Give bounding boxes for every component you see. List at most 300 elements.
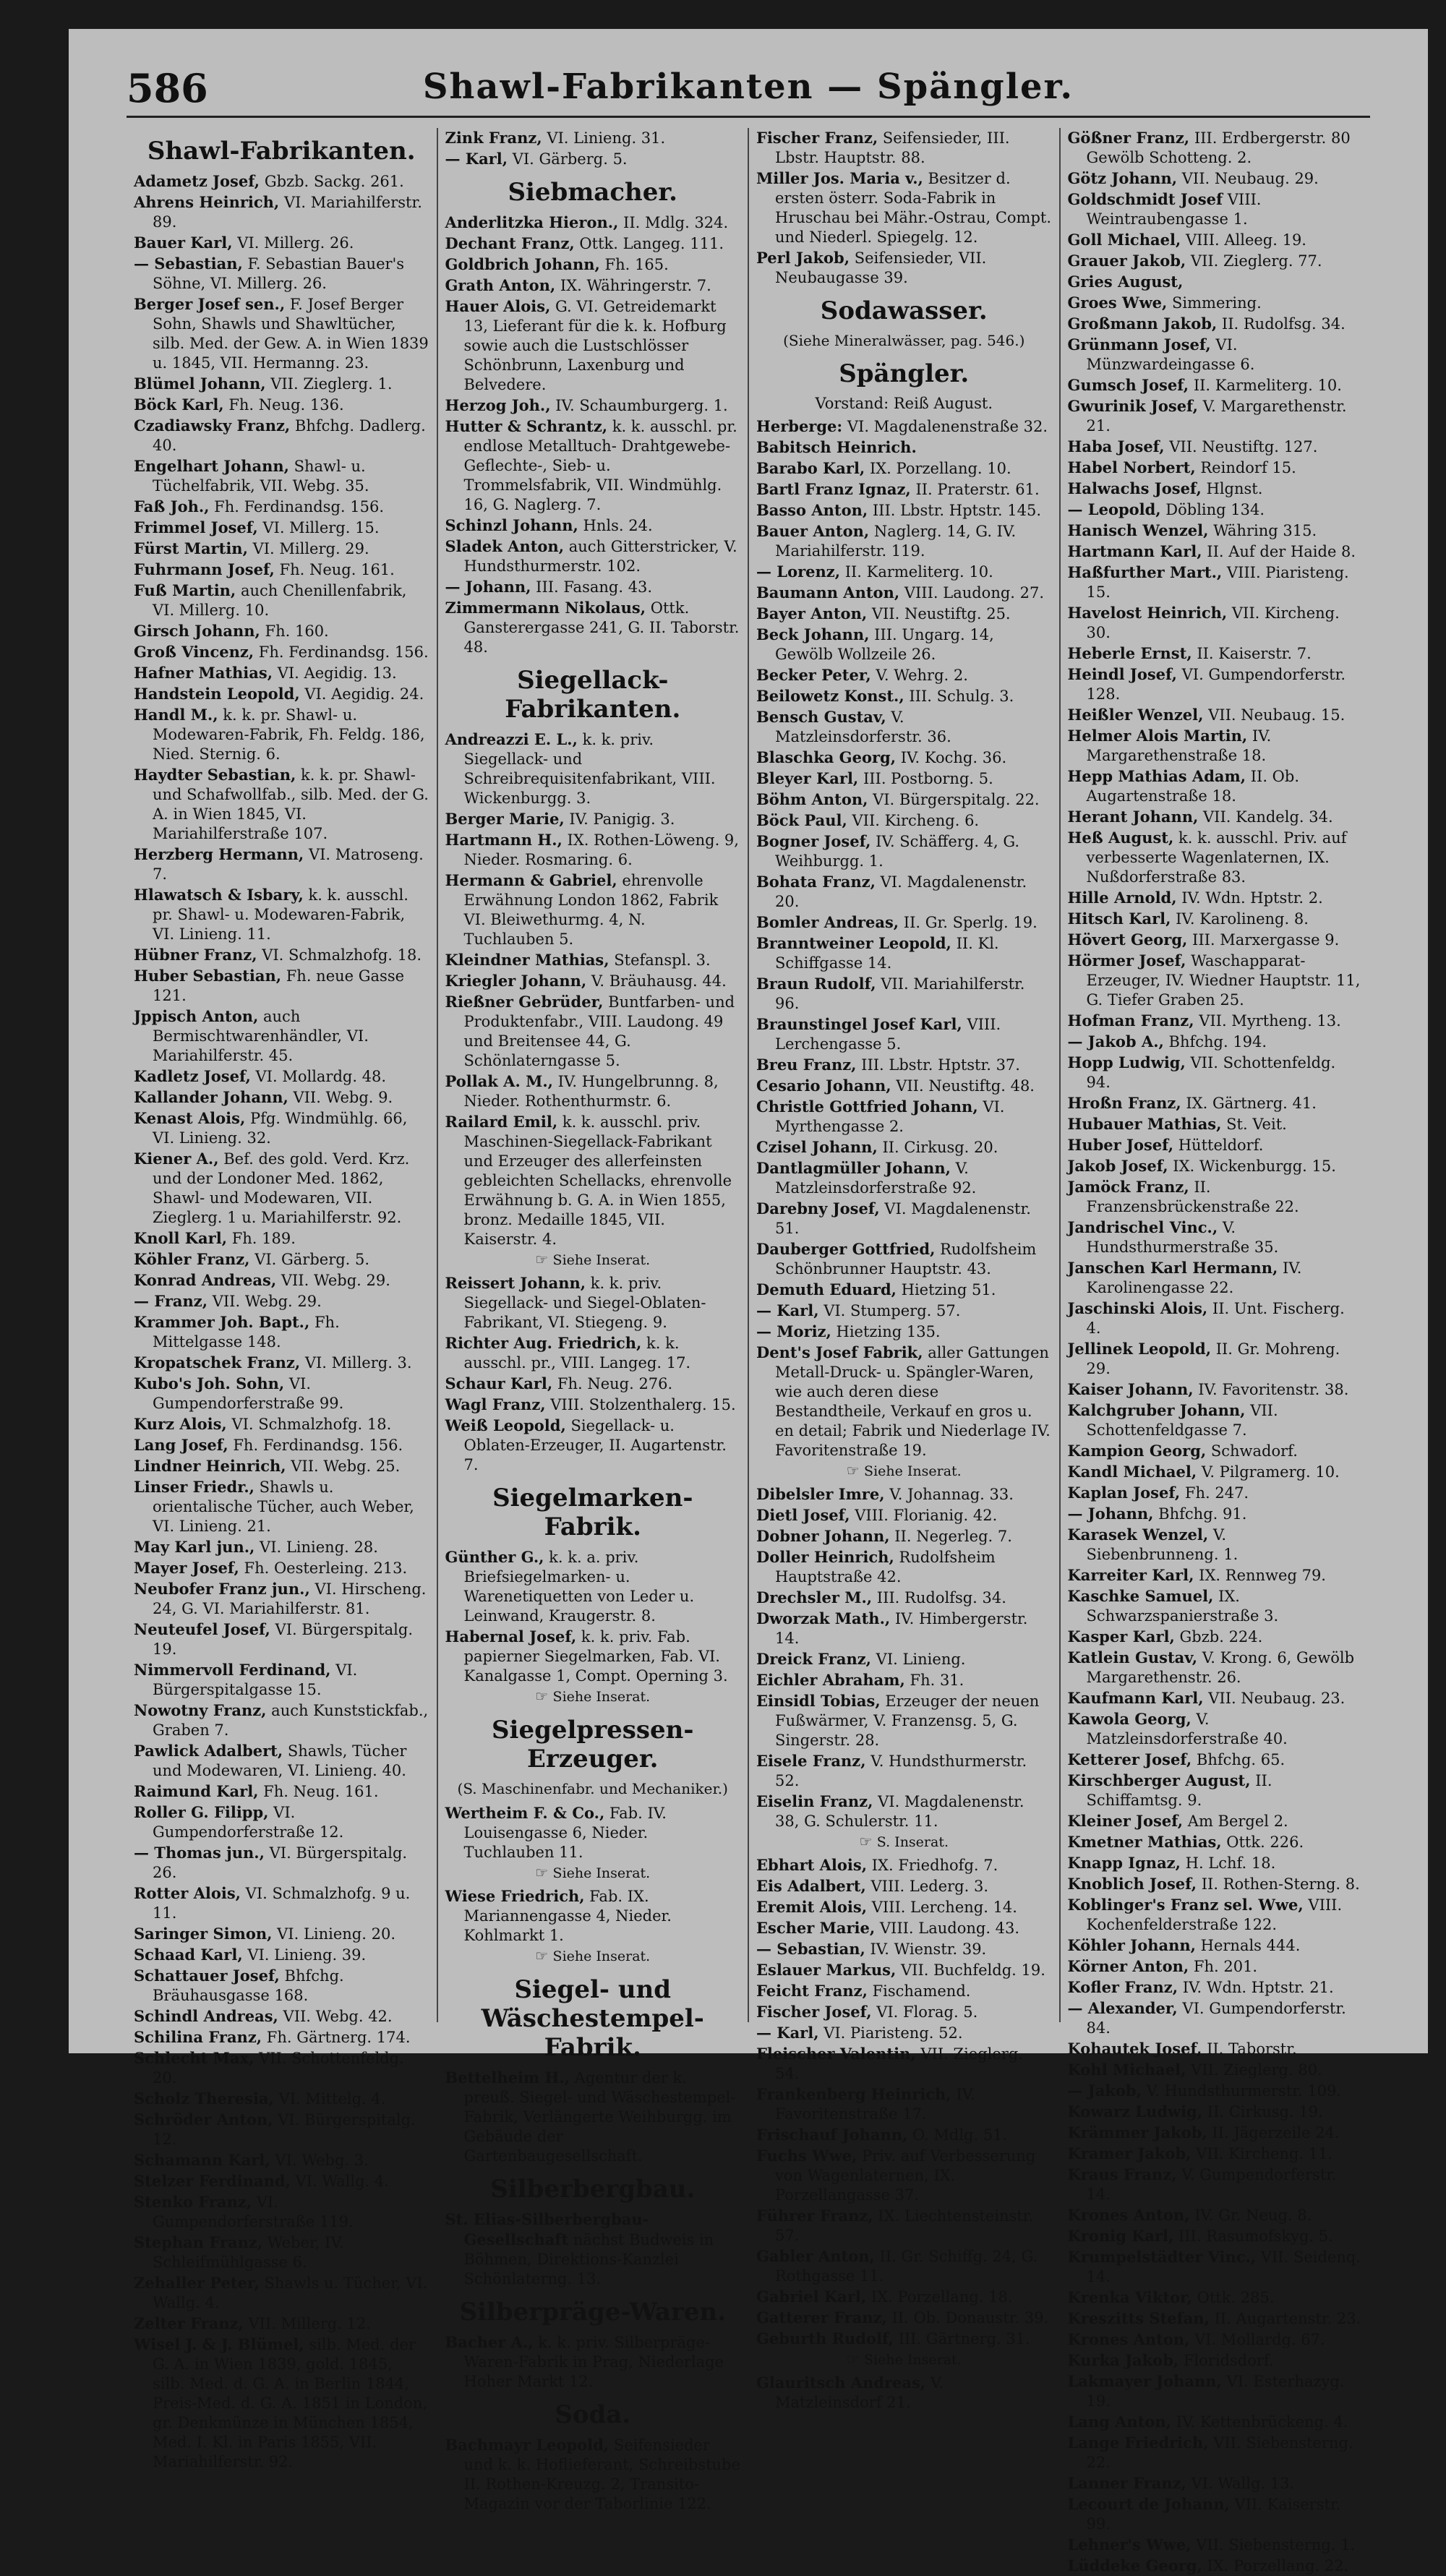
- entry-details: IV. Gr. Neug. 8.: [1194, 2207, 1312, 2224]
- entry-name: Kadletz Josef,: [134, 1067, 251, 1085]
- entry-name: Karasek Wenzel,: [1067, 1526, 1209, 1544]
- entry-details: III. Gärtnerg. 31.: [898, 2330, 1030, 2348]
- entry-details: IX. Gärtnerg. 41.: [1186, 1095, 1317, 1112]
- directory-entry: [1068, 1053, 1364, 1092]
- entry-details: Ottk. 285.: [1197, 2289, 1275, 2306]
- entry-name: Kowarz Ludwig,: [1067, 2102, 1203, 2121]
- entry-details: Hernals 444.: [1200, 1937, 1301, 1954]
- entry-name: Lakmayer Johann,: [1067, 2372, 1222, 2390]
- entry-details: Fh. Ferdinandsg. 156.: [233, 1437, 403, 1454]
- entry-details: II. Cirkusg. 19.: [1207, 2103, 1323, 2121]
- entry-details: II. Kaiserstr. 7.: [1197, 645, 1312, 662]
- entry-details: VII. Neubaug. 23.: [1208, 1690, 1346, 1707]
- entry-name: Schlecht Max,: [134, 2049, 254, 2067]
- entry-name: Krones Anton,: [1067, 2206, 1190, 2224]
- directory-entry: [1068, 951, 1364, 1010]
- section-title: Sodawasser.: [820, 296, 988, 325]
- entry-details: aller Gattungen Metall-Druck- u. Spängler-Waren, wie auch deren diese Bestandtheile, Verkauf en gros u. en detail; Fabrik und Niederlage IV. Favoritenstraße 19.: [775, 1344, 1051, 1459]
- directory-entry: [445, 213, 741, 233]
- entry-details: k. k. ausschl. Priv. auf verbesserte Wagenlaternen, IX. Nußdorferstraße 83.: [1086, 829, 1347, 886]
- directory-entry: [756, 1792, 1052, 1831]
- directory-entry: [756, 1855, 1052, 1875]
- entry-name: Scholz Theresia,: [134, 2089, 274, 2108]
- entry-name: Schattauer Josef,: [134, 1967, 280, 1985]
- directory-entry: [1068, 888, 1364, 908]
- entry-name: Kaplan Josef,: [1067, 1484, 1181, 1502]
- entry-details: III. Lbstr. Hptstr. 145.: [872, 502, 1042, 519]
- entry-name: Jppisch Anton,: [134, 1007, 259, 1025]
- directory-entry: [1068, 2350, 1364, 2371]
- entry-details: Fh. 189.: [231, 1230, 296, 1247]
- entry-name: — Sebastian,: [756, 1940, 865, 1958]
- entry-name: Gwurinik Josef,: [1067, 397, 1198, 415]
- pointing-hand-icon: ☞: [535, 1864, 553, 1881]
- directory-entry: [134, 1087, 429, 1108]
- entry-name: Kalchgruber Johann,: [1067, 1401, 1246, 1419]
- entry-name: Cesario Johann,: [756, 1077, 891, 1095]
- pointing-hand-icon: ☞: [535, 1251, 553, 1268]
- entry-details: II. Gr. Schiffg. 24, G. Rothgasse 11.: [775, 2248, 1038, 2285]
- entry-details: VII. Neustiftg. 127.: [1169, 438, 1318, 455]
- directory-entry: [756, 1097, 1052, 1137]
- entry-name: Sladek Anton,: [445, 537, 565, 555]
- entry-name: Kohl Michael,: [1067, 2061, 1186, 2079]
- entry-details: VI. Webg. 3.: [275, 2152, 369, 2169]
- directory-entry: [756, 1960, 1052, 1980]
- entry-details: Seifensieder, VII. Neubaugasse 39.: [775, 249, 987, 286]
- entry-name: Großmann Jakob,: [1067, 314, 1218, 333]
- entry-details: Buntfarben- und Produktenfabr., VIII. Laudong. 49 und Breitensee 44, G. Schönlaterngasse 5.: [463, 993, 735, 1069]
- entry-name: Geburth Rudolf,: [756, 2329, 894, 2348]
- entry-name: Hafner Mathias,: [134, 664, 273, 682]
- entry-details: Hietzing 51.: [901, 1281, 996, 1298]
- directory-entry: [756, 748, 1052, 768]
- entry-details: VII. Millerg. 12.: [248, 2315, 371, 2332]
- entry-details: Bhfchg. Dadlerg. 40.: [153, 417, 426, 454]
- section-title: Soda.: [555, 2400, 631, 2429]
- entry-details: Fh. Ferdinandsg. 156.: [214, 498, 384, 515]
- directory-entry: [756, 2373, 1052, 2413]
- directory-entry: [1068, 1956, 1364, 1977]
- entry-name: Czadiawsky Franz,: [134, 416, 291, 435]
- entry-name: Gabler Anton,: [756, 2247, 875, 2265]
- entry-name: Mayer Josef,: [134, 1559, 239, 1577]
- directory-entry: [1068, 189, 1364, 229]
- entry-name: Herberge:: [756, 417, 843, 435]
- entry-name: Wagl Franz,: [445, 1395, 546, 1413]
- directory-entry: [134, 2233, 429, 2272]
- directory-entry: [134, 663, 429, 683]
- directory-entry: [756, 769, 1052, 789]
- entry-name: Dietl Josef,: [756, 1506, 850, 1524]
- entry-name: Gries August,: [1067, 273, 1184, 291]
- directory-entry: [1068, 314, 1364, 334]
- entry-details: VIII. Lercheng. 14.: [871, 1899, 1017, 1916]
- directory-entry: [756, 1649, 1052, 1669]
- see-advert-text: Siehe Inserat.: [552, 1689, 651, 1705]
- directory-entry: [756, 2125, 1052, 2145]
- directory-entry: [756, 2146, 1052, 2205]
- entry-details: VI. Millerg. 3.: [304, 1354, 412, 1372]
- entry-details: IX. Währingerstr. 7.: [560, 277, 711, 294]
- directory-entry: [445, 149, 741, 169]
- entry-name: Lehner's Wwe,: [1067, 2536, 1192, 2554]
- entry-name: Götz Johann,: [1067, 169, 1178, 187]
- entry-name: Kraus Franz,: [1067, 2165, 1177, 2183]
- entry-details: V. Johannag. 33.: [889, 1486, 1014, 1503]
- directory-entry: [134, 560, 429, 580]
- directory-entry: [134, 1108, 429, 1148]
- entry-name: Kiener A.,: [134, 1150, 219, 1168]
- entry-name: Heißler Wenzel,: [1067, 706, 1204, 724]
- directory-entry: [1068, 1811, 1364, 1831]
- entry-details: II. Ob. Donaustr. 39.: [891, 2309, 1049, 2327]
- entry-name: Hörmer Josef,: [1067, 951, 1186, 970]
- entry-details: Gbzb. 224.: [1179, 1628, 1263, 1646]
- entry-details: k. k. ausschl. pr. endlose Metalltuch- Drahtgewebe-Geflechte-, Sieb- u. Trommelsfabrik, VII. Windmühlg. 16, G. Naglerg. 7.: [463, 418, 737, 513]
- entry-details: Ottk. Gansterergasse 241, G. II. Taborstr. 48.: [463, 599, 740, 656]
- entry-details: VI. Linieng. 31.: [547, 129, 666, 147]
- column-4: [1061, 128, 1371, 2575]
- entry-details: Fh. Mittelgasse 148.: [153, 1314, 340, 1351]
- directory-entry: [1068, 1177, 1364, 1217]
- entry-name: — Lorenz,: [756, 562, 841, 581]
- entry-details: III. Lbstr. Hptstr. 37.: [861, 1056, 1020, 1074]
- directory-entry: [756, 458, 1052, 479]
- directory-entry: [134, 1456, 429, 1476]
- directory-entry: [445, 1112, 741, 1249]
- directory-entry: [134, 374, 429, 394]
- entry-name: Beilowetz Konst.,: [756, 687, 904, 705]
- entry-name: Dantlagmüller Johann,: [756, 1159, 951, 1177]
- entry-name: Schröder Anton,: [134, 2110, 273, 2128]
- entry-details: Shawls u. Tücher, VI. Wallg. 4.: [153, 2275, 428, 2311]
- directory-entry: [134, 497, 429, 517]
- entry-details: VII. Schottenfeldgasse 7.: [1086, 1402, 1278, 1439]
- entry-name: St. Elias-Silberbergbau-Gesellschaft: [445, 2210, 649, 2248]
- entry-name: Zimmermann Nikolaus,: [445, 599, 646, 617]
- entry-details: VII. Neustiftg. 48.: [896, 1077, 1035, 1095]
- directory-entry: [1068, 1011, 1364, 1031]
- entry-name: Wertheim F. & Co.,: [445, 1804, 605, 1822]
- directory-entry: [445, 234, 741, 254]
- entry-details: II. Cirkusg. 20.: [882, 1139, 998, 1156]
- directory-entry: [756, 562, 1052, 582]
- entry-details: Bhfchg. 91.: [1158, 1505, 1247, 1523]
- directory-entry: [1068, 1400, 1364, 1440]
- entry-name: Kramer Jakob,: [1067, 2144, 1192, 2162]
- directory-entry: [1068, 1648, 1364, 1687]
- entry-details: k. k. priv. Fab. papierner Siegelmarken, Fab. VI. Kanalgasse 1, Compt. Operning 3.: [463, 1628, 728, 1685]
- directory-entry: [756, 604, 1052, 624]
- entry-name: Glauritsch Andreas,: [756, 2374, 926, 2392]
- directory-entry: [1068, 2102, 1364, 2122]
- entry-details: Besitzer d. ersten österr. Soda-Fabrik in Hruschau bei Mähr.-Ostrau, Compt. und Niederl. Spiegelg. 12.: [775, 170, 1052, 246]
- entry-name: Dreick Franz,: [756, 1650, 871, 1668]
- entry-name: Pollak A. M.,: [445, 1072, 553, 1090]
- directory-entry: [1068, 1874, 1364, 1894]
- entry-name: Basso Anton,: [756, 501, 868, 519]
- entry-name: Fuchs Wwe,: [756, 2147, 857, 2165]
- directory-entry: [756, 479, 1052, 500]
- entry-details: VI. Gumpendorferstr. 84.: [1086, 2000, 1346, 2037]
- entry-details: II. Rudolfsg. 34.: [1221, 315, 1346, 333]
- entry-name: Knoblich Josef,: [1067, 1875, 1197, 1893]
- entry-name: Andreazzi E. L.,: [445, 730, 578, 748]
- entry-name: Koblinger's Franz sel. Wwe,: [1067, 1896, 1304, 1914]
- entry-details: V. Siebenbrunneng. 1.: [1086, 1526, 1238, 1563]
- directory-entry: [1068, 1586, 1364, 1626]
- directory-entry: [756, 1280, 1052, 1300]
- directory-entry: [756, 933, 1052, 973]
- directory-entry: [1068, 1525, 1364, 1565]
- entry-details: II. Unt. Fischerg. 4.: [1086, 1300, 1345, 1337]
- entry-details: II. Gr. Mohreng. 29.: [1086, 1340, 1340, 1377]
- directory-entry: [1068, 230, 1364, 250]
- entry-name: Schaur Karl,: [445, 1374, 553, 1392]
- directory-entry: [134, 416, 429, 455]
- directory-entry: [445, 971, 741, 991]
- entry-details: VII. Myrtheng. 13.: [1199, 1012, 1341, 1030]
- entry-details: VI. Magdalenenstr. 51.: [775, 1200, 1031, 1237]
- directory-entry: [1068, 1771, 1364, 1810]
- entry-details: Fab. IX. Mariannengasse 4, Nieder. Kohlmarkt 1.: [463, 1888, 672, 1944]
- directory-entry: [445, 536, 741, 576]
- entry-details: V. Krong. 6, Gewölb Margarethenstr. 26.: [1086, 1649, 1355, 1686]
- entry-details: VII. Kandelg. 34.: [1203, 808, 1333, 826]
- directory-entry: [134, 1843, 429, 1883]
- entry-details: Gbzb. Sackg. 261.: [264, 173, 404, 190]
- entry-details: VIII. Florianig. 42.: [855, 1507, 998, 1524]
- directory-entry: [134, 1945, 429, 1965]
- entry-details: II. Ob. Augartenstraße 18.: [1086, 768, 1300, 805]
- directory-entry: [445, 1071, 741, 1111]
- directory-entry: [134, 2048, 429, 2088]
- entry-name: Lang Josef,: [134, 1436, 228, 1454]
- entry-details: Fh. Gärtnerg. 174.: [266, 2029, 411, 2046]
- entry-name: Berger Josef sen.,: [134, 295, 286, 313]
- entry-details: VI. Gärberg. 5.: [254, 1251, 370, 1268]
- entry-details: Fh. 247.: [1184, 1484, 1249, 1502]
- entry-details: VI. Aegidig. 13.: [277, 664, 397, 682]
- entry-name: Linser Friedr.,: [134, 1478, 254, 1496]
- section-title: Spängler.: [839, 359, 970, 388]
- see-advert-text: Siehe Inserat.: [552, 1252, 651, 1268]
- entry-details: Fischamend.: [872, 1982, 971, 2000]
- directory-entry: [1068, 1977, 1364, 1998]
- directory-entry: [756, 2206, 1052, 2246]
- directory-entry: [1068, 1258, 1364, 1298]
- entry-details: k. k. ausschl. priv. Maschinen-Siegellack-Fabrikant und Erzeuger des allerfeinsten gebleichten Schellacks, ehrenvolle Erwähnung b. G. A. in Wien 1855, bronz. Medaille 1845, VII. Kaiserstr. 4.: [463, 1113, 732, 1248]
- directory-entry: [756, 831, 1052, 871]
- entry-name: Bauer Anton,: [756, 522, 870, 540]
- entry-name: Böck Paul,: [756, 811, 847, 829]
- entry-name: Hitsch Karl,: [1067, 910, 1171, 928]
- directory-entry: [1068, 1135, 1364, 1155]
- entry-details: Währing 315.: [1213, 522, 1317, 539]
- directory-entry: [1068, 168, 1364, 189]
- directory-entry: [756, 2023, 1052, 2043]
- entry-details: VI. Stumperg. 57.: [823, 1302, 961, 1319]
- entry-details: II. Negerleg. 7.: [894, 1528, 1012, 1545]
- directory-entry: [134, 456, 429, 496]
- entry-details: III. Ungarg. 14, Gewölb Wollzeile 26.: [775, 626, 994, 663]
- entry-name: Nimmervoll Ferdinand,: [134, 1661, 331, 1679]
- entry-details: auch Kunststickfab., Graben 7.: [153, 1702, 429, 1739]
- entry-details: IV. Favoritenstr. 38.: [1198, 1381, 1349, 1398]
- entry-details: IV. Karolineng. 8.: [1176, 910, 1309, 928]
- entry-name: Schinzl Johann,: [445, 516, 578, 534]
- directory-entry: [134, 1374, 429, 1413]
- entry-details: IX. Rothen-Löweng. 9, Nieder. Rosmaring. 6.: [463, 831, 739, 868]
- directory-entry: [1068, 1093, 1364, 1113]
- entry-details: VIII. Alleeg. 19.: [1185, 231, 1306, 249]
- directory-entry: [1068, 2165, 1364, 2204]
- entry-name: Gumsch Josef,: [1067, 376, 1189, 394]
- directory-entry: [1068, 500, 1364, 520]
- entry-details: Siegellack- u. Oblaten-Erzeuger, II. Augartenstr. 7.: [463, 1417, 727, 1473]
- directory-entry: [134, 642, 429, 662]
- entry-name: Raimund Karl,: [134, 1782, 259, 1800]
- directory-entry: [756, 1691, 1052, 1750]
- entry-name: May Karl jun.,: [134, 1538, 255, 1556]
- entry-details: VI. Matroseng. 7.: [153, 846, 424, 883]
- directory-entry: [1068, 1853, 1364, 1873]
- entry-name: Bettelheim H.,: [445, 2068, 570, 2087]
- directory-entry: [1068, 1998, 1364, 2038]
- directory-entry: [1068, 1462, 1364, 1482]
- entry-details: VI. Gärberg. 5.: [512, 150, 628, 168]
- directory-entry: [134, 1579, 429, 1619]
- directory-entry: [756, 810, 1052, 831]
- entry-details: k. k. priv. Silberpräge-Waren-Fabrik in Prag, Niederlage Hoher Markt 12.: [463, 2334, 724, 2390]
- entry-name: Halwachs Josef,: [1067, 479, 1202, 497]
- entry-name: Grauer Jakob,: [1067, 252, 1186, 270]
- directory-entry: [1068, 128, 1364, 168]
- entry-details: III. Rudolfsg. 34.: [876, 1589, 1006, 1606]
- entry-name: Bohata Franz,: [756, 873, 876, 891]
- directory-entry: [445, 1416, 741, 1475]
- directory-entry: [134, 2273, 429, 2313]
- directory-entry: [134, 885, 429, 944]
- directory-entry: [1068, 1709, 1364, 1749]
- directory-entry: [756, 583, 1052, 603]
- directory-entry: [134, 1700, 429, 1740]
- entry-details: Am Bergel 2.: [1187, 1813, 1288, 1830]
- entry-name: Zehaller Peter,: [134, 2274, 260, 2292]
- entry-name: Janschen Karl Hermann,: [1067, 1259, 1278, 1277]
- entry-name: Bartl Franz Ignaz,: [756, 480, 911, 498]
- entry-name: Railard Emil,: [445, 1113, 558, 1131]
- directory-entry: [134, 2006, 429, 2027]
- entry-name: Barabo Karl,: [756, 459, 865, 477]
- directory-entry: [445, 1803, 741, 1862]
- directory-entry: [134, 395, 429, 415]
- directory-entry: [1068, 2308, 1364, 2329]
- directory-entry: [1068, 1565, 1364, 1586]
- entry-name: Dauberger Gottfried,: [756, 1240, 936, 1258]
- section-title: Siegelmarken-Fabrik.: [492, 1484, 693, 1541]
- entry-details: II. Gr. Sperlg. 19.: [903, 914, 1038, 931]
- entry-name: Wiese Friedrich,: [445, 1887, 585, 1905]
- entry-details: II. Franzensbrückenstraße 22.: [1086, 1178, 1299, 1215]
- directory-entry: [445, 870, 741, 949]
- entry-details: IV. Hungelbrunng. 8, Nieder. Rothenthurmstr. 6.: [463, 1073, 719, 1110]
- entry-name: Kurz Alois,: [134, 1415, 227, 1433]
- directory-entry: [134, 1477, 429, 1536]
- entry-name: — Johann,: [1067, 1505, 1154, 1523]
- entry-name: Demuth Eduard,: [756, 1280, 897, 1298]
- entry-name: Lüddeke Georg,: [1067, 2556, 1202, 2575]
- entry-details: VII. Webg. 42.: [283, 2008, 393, 2025]
- entry-name: Böck Karl,: [134, 395, 224, 414]
- entry-details: VI. Bürgerspitalg. 19.: [153, 1621, 413, 1658]
- directory-entry: [134, 844, 429, 884]
- entry-name: Krammer Joh. Bapt.,: [134, 1313, 310, 1331]
- directory-entry: [756, 1055, 1052, 1075]
- entry-name: Christle Gottfried Johann,: [756, 1097, 978, 1116]
- entry-details: Hütteldorf.: [1178, 1137, 1264, 1154]
- see-advert-text: Siehe Inserat.: [552, 1865, 651, 1881]
- entry-details: IX. Porzellang. 10.: [869, 460, 1011, 477]
- entry-name: Heß August,: [1067, 829, 1174, 847]
- entry-details: VIII. Piaristeng. 15.: [1086, 564, 1349, 601]
- entry-name: Körner Anton,: [1067, 1957, 1189, 1975]
- directory-entry: [1068, 2205, 1364, 2225]
- entry-name: Ahrens Heinrich,: [134, 193, 280, 211]
- entry-name: Bogner Josef,: [756, 832, 871, 850]
- entry-name: Krämmer Jakob,: [1067, 2123, 1207, 2141]
- entry-details: IV. Wdn. Hptstr. 21.: [1182, 1979, 1334, 1996]
- directory-entry: [1068, 2473, 1364, 2494]
- entry-details: III. Rasumofskyg. 5.: [1178, 2228, 1333, 2245]
- directory-entry: [756, 1876, 1052, 1896]
- directory-entry: [134, 1781, 429, 1802]
- entry-details: IV. Kettenbrückeng. 4.: [1176, 2413, 1348, 2431]
- section-title: Siebmacher.: [508, 178, 678, 207]
- entry-details: VI. Myrthengasse 2.: [775, 1098, 1005, 1135]
- entry-name: Lecourt de Johann,: [1067, 2495, 1230, 2513]
- see-advert-note: [445, 1250, 741, 1270]
- directory-entry: [134, 621, 429, 641]
- directory-entry: [756, 248, 1052, 288]
- entry-name: Ebhart Alois,: [756, 1856, 868, 1874]
- entry-name: Hepp Mathias Adam,: [1067, 767, 1246, 785]
- entry-details: VII. Seidenq. 14.: [1086, 2248, 1361, 2285]
- entry-name: Kohautek Josef,: [1067, 2040, 1202, 2058]
- entry-name: Knapp Ignaz,: [1067, 1854, 1181, 1872]
- entry-name: Reissert Johann,: [445, 1274, 586, 1292]
- entry-details: Bhfchg. 194.: [1168, 1033, 1267, 1050]
- entry-details: Hnls. 24.: [583, 517, 653, 534]
- entry-name: Kawola Georg,: [1067, 1710, 1192, 1728]
- entry-name: Lang Anton,: [1067, 2413, 1171, 2431]
- directory-entry: [445, 128, 741, 148]
- column-1: [127, 128, 438, 2470]
- entry-details: VII. Zieglerg. 1.: [270, 375, 393, 393]
- directory-entry: [1068, 643, 1364, 664]
- directory-entry: [445, 1374, 741, 1394]
- entry-name: Goldbrich Johann,: [445, 255, 600, 273]
- directory-entry: [134, 254, 429, 294]
- page-title: Shawl-Fabrikanten — Spängler.: [422, 67, 1074, 107]
- entry-name: Hofman Franz,: [1067, 1011, 1194, 1030]
- entry-name: Lanner Franz,: [1067, 2474, 1186, 2492]
- entry-name: Kurka Jakob,: [1067, 2351, 1179, 2369]
- entry-details: V. Wehrg. 2.: [876, 667, 968, 684]
- entry-name: Gößner Franz,: [1067, 129, 1190, 147]
- directory-entry: [445, 809, 741, 829]
